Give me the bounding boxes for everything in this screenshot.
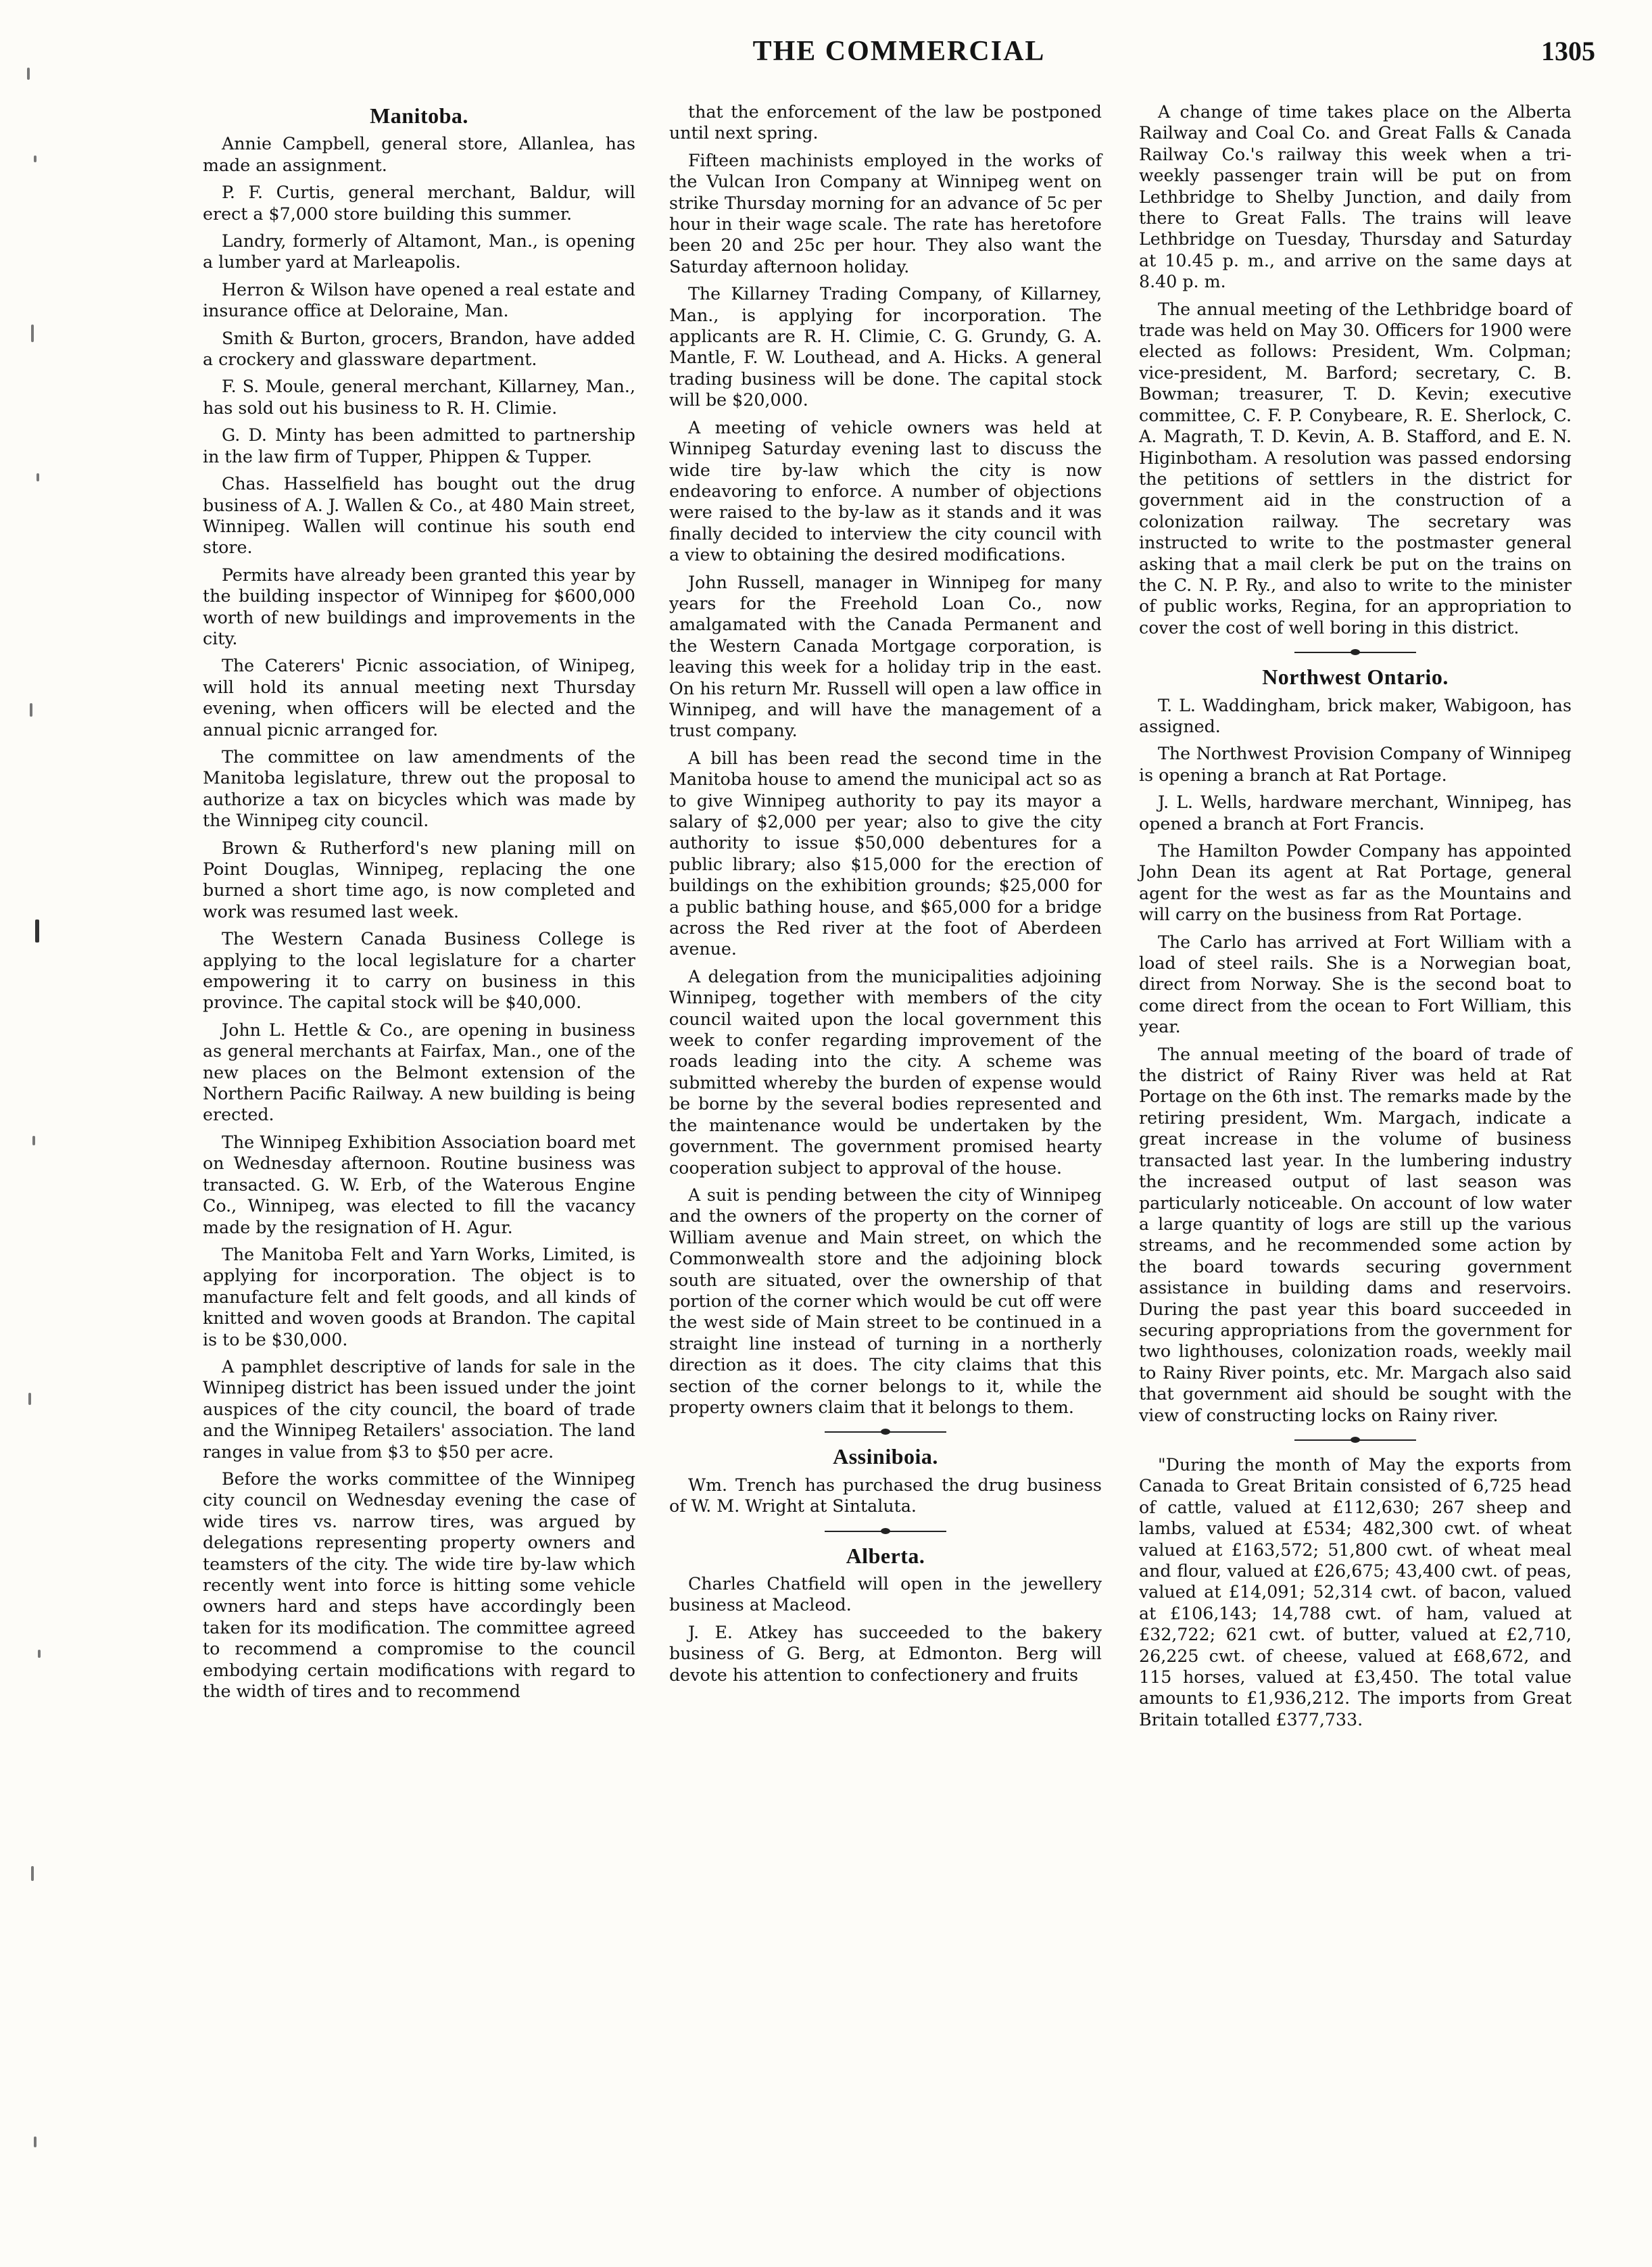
news-item-paragraph: Annie Campbell, general store, Allanlea, has made an assignment.: [203, 134, 635, 175]
northwest-ontario-items: [1139, 695, 1572, 1426]
section-heading-manitoba: Manitoba.: [370, 103, 468, 128]
news-item-paragraph: John Russell, manager in Winnipeg for many years for the Freehold Loan Co., now amalgamated with the Canada Permanent and the Western Canada Mortgage corporation, is leaving this week for a holiday trip in the east. On his return Mr. Russell will open a law office in Winnipeg, and will have the management of a trust company.: [669, 572, 1102, 741]
news-item-paragraph: T. L. Waddingham, brick maker, Wabigoon, has assigned.: [1139, 695, 1572, 736]
news-item-paragraph: Charles Chatfield will open in the jewellery business at Macleod.: [669, 1574, 1102, 1615]
exports-paragraph: "During the month of May the exports from Canada to Great Britain consisted of 6,725 head of cattle, valued at £112,630; 267 sheep and lambs, valued at £534; 482,300 cwt. of wheat valued at £163,572; 51,800 cwt. of wheat meal and flour, valued at £26,675; 43,400 cwt. of peas, valued at £14,091; 52,314 cwt. of bacon, valued at £106,143; 14,788 cwt. of ham, valued at £32,722; 621 cwt. of butter, valued at £2,710, 26,225 cwt. of cheese, valued at £68,672, and 115 horses, valued at £3,450. The total value amounts to £1,936,212. The imports from Great Britain totalled £377,733.: [1139, 1454, 1572, 1729]
section-heading-alberta: Alberta.: [846, 1543, 925, 1568]
section-heading-northwest-ontario: Northwest Ontario.: [1262, 665, 1449, 690]
news-item-paragraph: The Manitoba Felt and Yarn Works, Limited, is applying for incorporation. The object is to manufacture felt and felt goods, and all kinds of knitted and woven goods at Brandon. The capital is to be $30,000.: [203, 1244, 635, 1350]
news-item-paragraph: P. F. Curtis, general merchant, Baldur, will erect a $7,000 store building this summer.: [203, 183, 635, 224]
manitoba-items: [203, 133, 635, 1702]
news-item-paragraph: The Western Canada Business College is applying to the local legislature for a charter empowering it to carry on business in this province. The capital stock will be $40,000.: [203, 929, 635, 1013]
news-item-paragraph: A change of time takes place on the Alberta Railway and Coal Co. and Great Falls & Canada Railway Co.'s railway this week when a tri-weekly passenger train will be put on from Lethbridge to Shelby Junction, and daily from there to Great Falls. The trains will leave Lethbridge on Tuesday, Thursday and Saturday at 10.45 p. m., and arrive on the same days at 8.40 p. m.: [1139, 102, 1572, 292]
section-separator: [1139, 648, 1572, 657]
news-item-paragraph: A meeting of vehicle owners was held at Winnipeg Saturday evening last to discuss the wide tire by-law which the city is now endeavoring to enforce. A number of objections were raised to the by-law as it stands and it was finally decided to interview the city council with a view to obtaining the desired modifications.: [669, 417, 1102, 565]
news-item-paragraph: A pamphlet descriptive of lands for sale in the Winnipeg district has been issued under the joint auspices of the city council, the board of trade and the Winnipeg Retailers' association. The land ranges in value from $3 to $50 per acre.: [203, 1356, 635, 1462]
news-item-paragraph: Smith & Burton, grocers, Brandon, have added a crockery and glassware department.: [203, 328, 635, 370]
news-item-paragraph: Before the works committee of the Winnipeg city council on Wednesday evening the case of wide tires vs. narrow tires, was argued by delegations representing property owners and teamsters of the city. The wide tire by-law which recently went into force is hitting some vehicle owners hard and steps have accordingly been taken for its modification. The committee agreed to recommend a compromise to the council embodying certain modifications with regard to the width of tires and to recommend: [203, 1469, 635, 1702]
scan-margin-specks: [27, 41, 68, 2238]
news-item-paragraph: Permits have already been granted this year by the building inspector of Winnipeg for $600,000 worth of new buildings and improvements in the city.: [203, 565, 635, 648]
assiniboia-items: [669, 1475, 1102, 1517]
news-item-paragraph: Landry, formerly of Altamont, Man., is opening a lumber yard at Marleapolis.: [203, 231, 635, 272]
manitoba-items-continued: [669, 101, 1102, 1418]
section-separator: [669, 1427, 1102, 1437]
news-item-paragraph: The annual meeting of the board of trade of the district of Rainy River was held at Rat Portage on the 6th inst. The remarks made by the retiring president, Wm. Margach, indicate a great increase in the volume of business transacted last year. In the lumbering industry the increased output of last season was particularly noticeable. On account of low water a large quantity of logs are still up the various streams, and he recommended some action by the board towards securing government assistance in building dams and reservoirs. During the past year this board succeeded in securing appropriations from the government for two lighthouses, colonization roads, weekly mail to Rainy River points, etc. Mr. Margach also said that government aid should be sought with the view of constructing locks on Rainy river.: [1139, 1044, 1572, 1425]
news-item-paragraph: A suit is pending between the city of Winnipeg and the owners of the property on the corner of William avenue and Main street, on which the Commonwealth store and the adjoining block south are situated, over the ownership of that portion of the corner which would be cut off were the west side of Main street to be continued in a straight line instead of turning in a northerly direction as it does. The city claims that this section of the corner belongs to it, while the property owners claim that it belongs to them.: [669, 1185, 1102, 1417]
news-item-paragraph: G. D. Minty has been admitted to partnership in the law firm of Tupper, Phippen & Tupper.: [203, 425, 635, 467]
news-item-paragraph: The Killarney Trading Company, of Killarney, Man., is applying for incorporation. The applicants are R. H. Climie, C. G. Grundy, G. A. Mantle, F. W. Louthead, and A. Hicks. A general trading business will be done. The capital stock will be $20,000.: [669, 284, 1102, 410]
news-item-paragraph: The committee on law amendments of the Manitoba legislature, threw out the proposal to authorize a tax on bicycles which was made by the Winnipeg city council.: [203, 746, 635, 831]
news-item-paragraph: The annual meeting of the Lethbridge board of trade was held on May 30. Officers for 1900 were elected as follows: President, Wm. Colpman; vice-president, M. Barford; secretary, C. B. Bowman; treasurer, T. D. Kevin; executive committee, C. F. P. Conybeare, R. E. Sherlock, C. A. Magrath, T. D. Kevin, A. B. Stafford, and E. N. Higinbotham. A resolution was passed endorsing the petitions of settlers in the district for government aid in the construction of a colonization railway. The secretary was instructed to write to the postmaster general asking that a mail clerk be put on the trains on the C. N. P. Ry., and also to write to the minister of public works, Regina, for an appropriation to cover the cost of well boring in this district.: [1139, 299, 1572, 638]
news-item-paragraph: J. L. Wells, hardware merchant, Winnipeg, has opened a branch at Fort Francis.: [1139, 792, 1572, 834]
column-2: [669, 101, 1102, 1692]
section-separator: [669, 1527, 1102, 1536]
news-item-paragraph: The Caterers' Picnic association, of Winipeg, will hold its annual meeting next Thursday evening, when officers will be elected and the annual picnic arranged for.: [203, 656, 635, 740]
news-item-paragraph: A bill has been read the second time in the Manitoba house to amend the municipal act so as to give Winnipeg authority to pay its mayor a salary of $2,000 per year; also to give the city authority to issue $50,000 debentures for a public library; also $15,000 for the erection of buildings on the exhibition grounds; $25,000 for a public bathing house, and $65,000 for a bridge across the Red river at the foot of Aberdeen avenue.: [669, 748, 1102, 959]
news-item-paragraph: John L. Hettle & Co., are opening in business as general merchants at Fairfax, Man., one of the new places on the Belmont extension of the Northern Pacific Railway. A new building is being erected.: [203, 1020, 635, 1125]
news-item-paragraph: Herron & Wilson have opened a real estate and insurance office at Deloraine, Man.: [203, 279, 635, 321]
news-item-paragraph: The Winnipeg Exhibition Association board met on Wednesday afternoon. Routine business was transacted. G. W. Erb, of the Waterous Engine Co., Winnipeg, was elected to fill the vacancy made by the resignation of H. Agur.: [203, 1132, 635, 1237]
news-item-paragraph: The Northwest Provision Company of Winnipeg is opening a branch at Rat Portage.: [1139, 744, 1572, 785]
column-1: [203, 101, 635, 1708]
news-item-paragraph: Chas. Hasselfield has bought out the drug business of A. J. Wallen & Co., at 480 Main street, Winnipeg. Wallen will continue his south end store.: [203, 474, 635, 558]
publication-title: THE COMMERCIAL: [752, 36, 1046, 67]
news-item-paragraph: Fifteen machinists employed in the works of the Vulcan Iron Company at Winnipeg went on strike Thursday morning for an advance of 5c per hour in their wage scale. The rate has heretofore been 20 and 25c per hour. They also want the Saturday afternoon holiday.: [669, 150, 1102, 277]
news-item-paragraph: that the enforcement of the law be postponed until next spring.: [669, 102, 1102, 143]
page-header: [203, 35, 1595, 82]
page-number: 1305: [1541, 36, 1595, 66]
news-item-paragraph: Brown & Rutherford's new planing mill on Point Douglas, Winnipeg, replacing the one burned a short time ago, is now completed and work was resumed last week.: [203, 838, 635, 922]
news-item-paragraph: Wm. Trench has purchased the drug business of W. M. Wright at Sintaluta.: [669, 1475, 1102, 1517]
news-item-paragraph: The Carlo has arrived at Fort William with a load of steel rails. She is a Norwegian boat, direct from Norway. She is the second boat to come direct from the ocean to Fort William, this year.: [1139, 932, 1572, 1037]
alberta-items: [669, 1573, 1102, 1686]
news-item-paragraph: The Hamilton Powder Company has appointed John Dean its agent at Rat Portage, general agent for the west as far as the Mountains and will carry on the business from Rat Portage.: [1139, 841, 1572, 925]
news-item-paragraph: A delegation from the municipalities adjoining Winnipeg, together with members of the city council waited upon the local government this week to confer regarding improvement of the roads leading into the city. A scheme was submitted whereby the burden of expense would be borne by the several bodies represented and the maintenance would be undertaken by the government. The government promised hearty cooperation subject to approval of the house.: [669, 966, 1102, 1178]
alberta-items-continued: [1139, 101, 1572, 638]
column-3: [1139, 101, 1572, 1736]
news-item-paragraph: F. S. Moule, general merchant, Killarney, Man., has sold out his business to R. H. Climie.: [203, 377, 635, 418]
section-heading-assiniboia: Assiniboia.: [833, 1444, 938, 1469]
section-separator: [1139, 1435, 1572, 1445]
news-item-paragraph: J. E. Atkey has succeeded to the bakery business of G. Berg, at Edmonton. Berg will devote his attention to confectionery and fruits: [669, 1622, 1102, 1685]
